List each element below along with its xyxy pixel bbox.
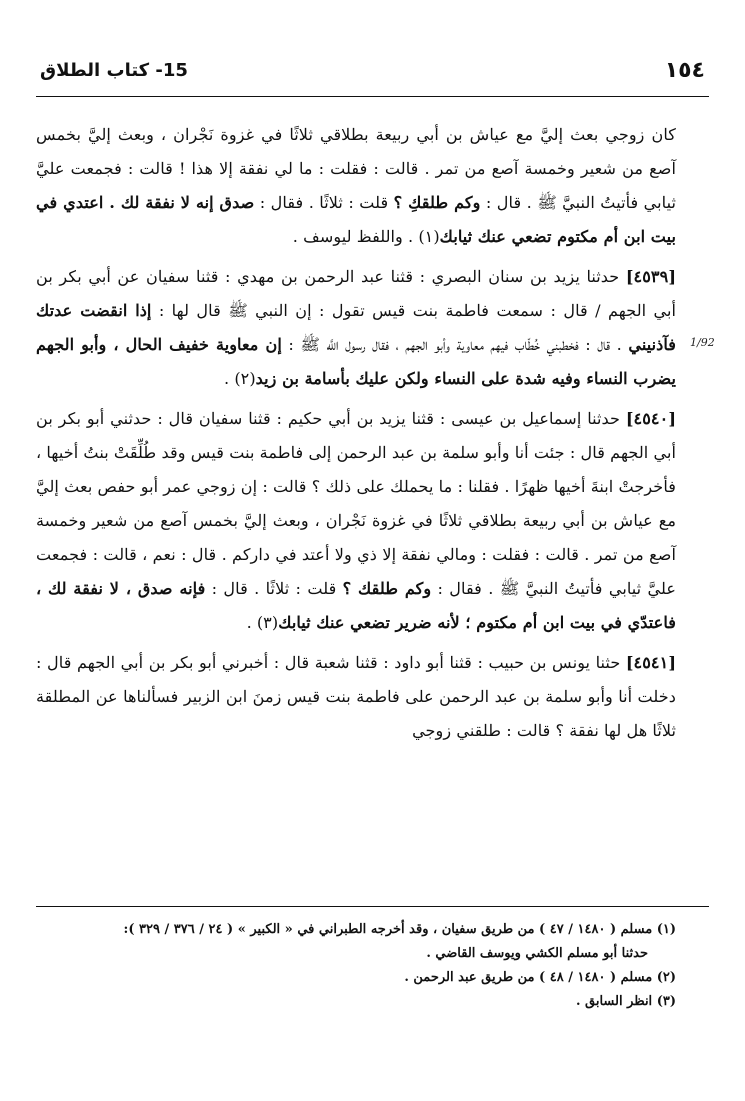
prophetic-quote: وكم طلقك ؟ bbox=[342, 579, 432, 598]
page-number: ١٥٤ bbox=[664, 58, 705, 83]
narration-text: (٢) . bbox=[224, 369, 256, 388]
page-header bbox=[36, 58, 709, 97]
hadith-number: [٤٥٣٩] bbox=[625, 267, 676, 286]
footnote: (٣) انظر السابق . bbox=[575, 994, 676, 1009]
margin-reference: 1/92 bbox=[690, 336, 715, 349]
main-text bbox=[36, 118, 676, 748]
prophetic-quote: إذا انقضت عدتك فآذنيني bbox=[36, 301, 676, 354]
narration-text: كان زوجي بعث إليَّ مع عياش بن أبي ربيعة بطلاقي ثلاثًا في غزوة نَجْران ، وبعث إليَّ بخمس آصع من شعير وخمسة آصع من تمر . قالت : فقلت : ما لي نفقة إلا هذا ! قالت : فجمعت عليَّ ثيابي فأتيتُ النبيَّ ﷺ . قال : bbox=[36, 125, 677, 212]
narration-text: (١) . واللفظ ليوسف . bbox=[292, 227, 440, 246]
footnote-continuation: حدثنا أبو مسلم الكشي ويوسف القاضي . bbox=[426, 946, 648, 961]
hadith-number: [٤٥٤٠] bbox=[625, 409, 676, 428]
narration-text: قلت : ثلاثًا . فقال : bbox=[254, 193, 394, 212]
hadith-paragraph bbox=[36, 118, 676, 254]
narration-text: (٣) . bbox=[246, 613, 279, 632]
narration-text: حثنا يونس بن حبيب : قثنا أبو داود : قثنا شعبة قال : أخبرني أبو بكر بن أبي الجهم قال : دخلت أنا وأبو سلمة بن عبد الرحمن على فاطمة بنت قيس زمنَ ابن الزبير فسألناها عن المطلقة ثلاثًا هل لها نفقة ؟ قالت : طلقني زوجي bbox=[36, 653, 676, 740]
footnote: (٢) مسلم ( ١٤٨٠ / ٤٨ ) من طريق عبد الرحمن . bbox=[404, 970, 676, 985]
narration-text: حدثنا إسماعيل بن عيسى : قثنا يزيد بن أبي حكيم : قثنا سفيان قال : حدثني أبو بكر بن أبي الجهم قال : جئت أنا وأبو سلمة بن عبد الرحمن إلى فاطمة بنت قيس وقد طُلِّقَتْ بنتُ أخيها ، فأخرجتْ ابنةَ أخيها ظهرًا . فقلنا : ما يحملك على ذلك ؟ قالت : إن زوجي عمر أبو حفص بعث إليَّ مع عياش بن أبي ربيعة بطلاقي ثلاثًا في غزوة نَجْران ، وبعث إليَّ بخمس آصع من شعير وخمسة آصع من تمر . قالت : فقلت : ومالي نفقة إلا ذي ولا أعتد في داركم . قال : نعم ، قالت : فجمعت عليَّ ثيابي فأتيتُ النبيَّ ﷺ . فقال : bbox=[36, 409, 676, 598]
hadith-paragraph bbox=[36, 260, 676, 396]
hadith-number: [٤٥٤١] bbox=[625, 653, 676, 672]
prophetic-quote: فإنه صدق ، لا نفقة لك ، فاعتدّي في بيت ابن أم مكتوم ؛ لأنه ضرير تضعي عنك ثيابك bbox=[36, 579, 676, 632]
narration-text: قلت : ثلاثًا . قال : bbox=[205, 579, 343, 598]
prophetic-quote: إن معاوية خفيف الحال ، وأبو الجهم يضرب النساء وفيه شدة على النساء ولكن عليك بأسامة بن زيد bbox=[36, 335, 676, 388]
footnotes bbox=[36, 918, 676, 1014]
footnote-divider bbox=[36, 906, 709, 907]
prophetic-quote: صدق إنه لا نفقة لك . اعتدي في بيت ابن أم مكتوم تضعي عنك ثيابك bbox=[36, 193, 676, 246]
prophetic-quote: وكم طلقكِ ؟ bbox=[393, 193, 481, 212]
chapter-title: 15- كتاب الطلاق bbox=[40, 60, 188, 81]
hadith-paragraph bbox=[36, 646, 676, 748]
narration-text: حدثنا يزيد بن سنان البصري : قثنا عبد الرحمن بن مهدي : قثنا سفيان عن أبي بكر بن أبي الجهم / قال : سمعت فاطمة بنت قيس تقول : إن النبي ﷺ قال لها : bbox=[36, 267, 677, 320]
narration-text: . قال : فخطبني خُطّاب فيهم معاوية وأبو الجهم ، فقال رسول اللَّه ﷺ : bbox=[281, 335, 629, 354]
hadith-paragraph bbox=[36, 402, 676, 640]
footnote: (١) مسلم ( ١٤٨٠ / ٤٧ ) من طريق سفيان ، وقد أخرجه الطبراني في « الكبير » ( ٢٤ / ٣٧٦ / ٣٢٩ ): bbox=[123, 922, 676, 937]
